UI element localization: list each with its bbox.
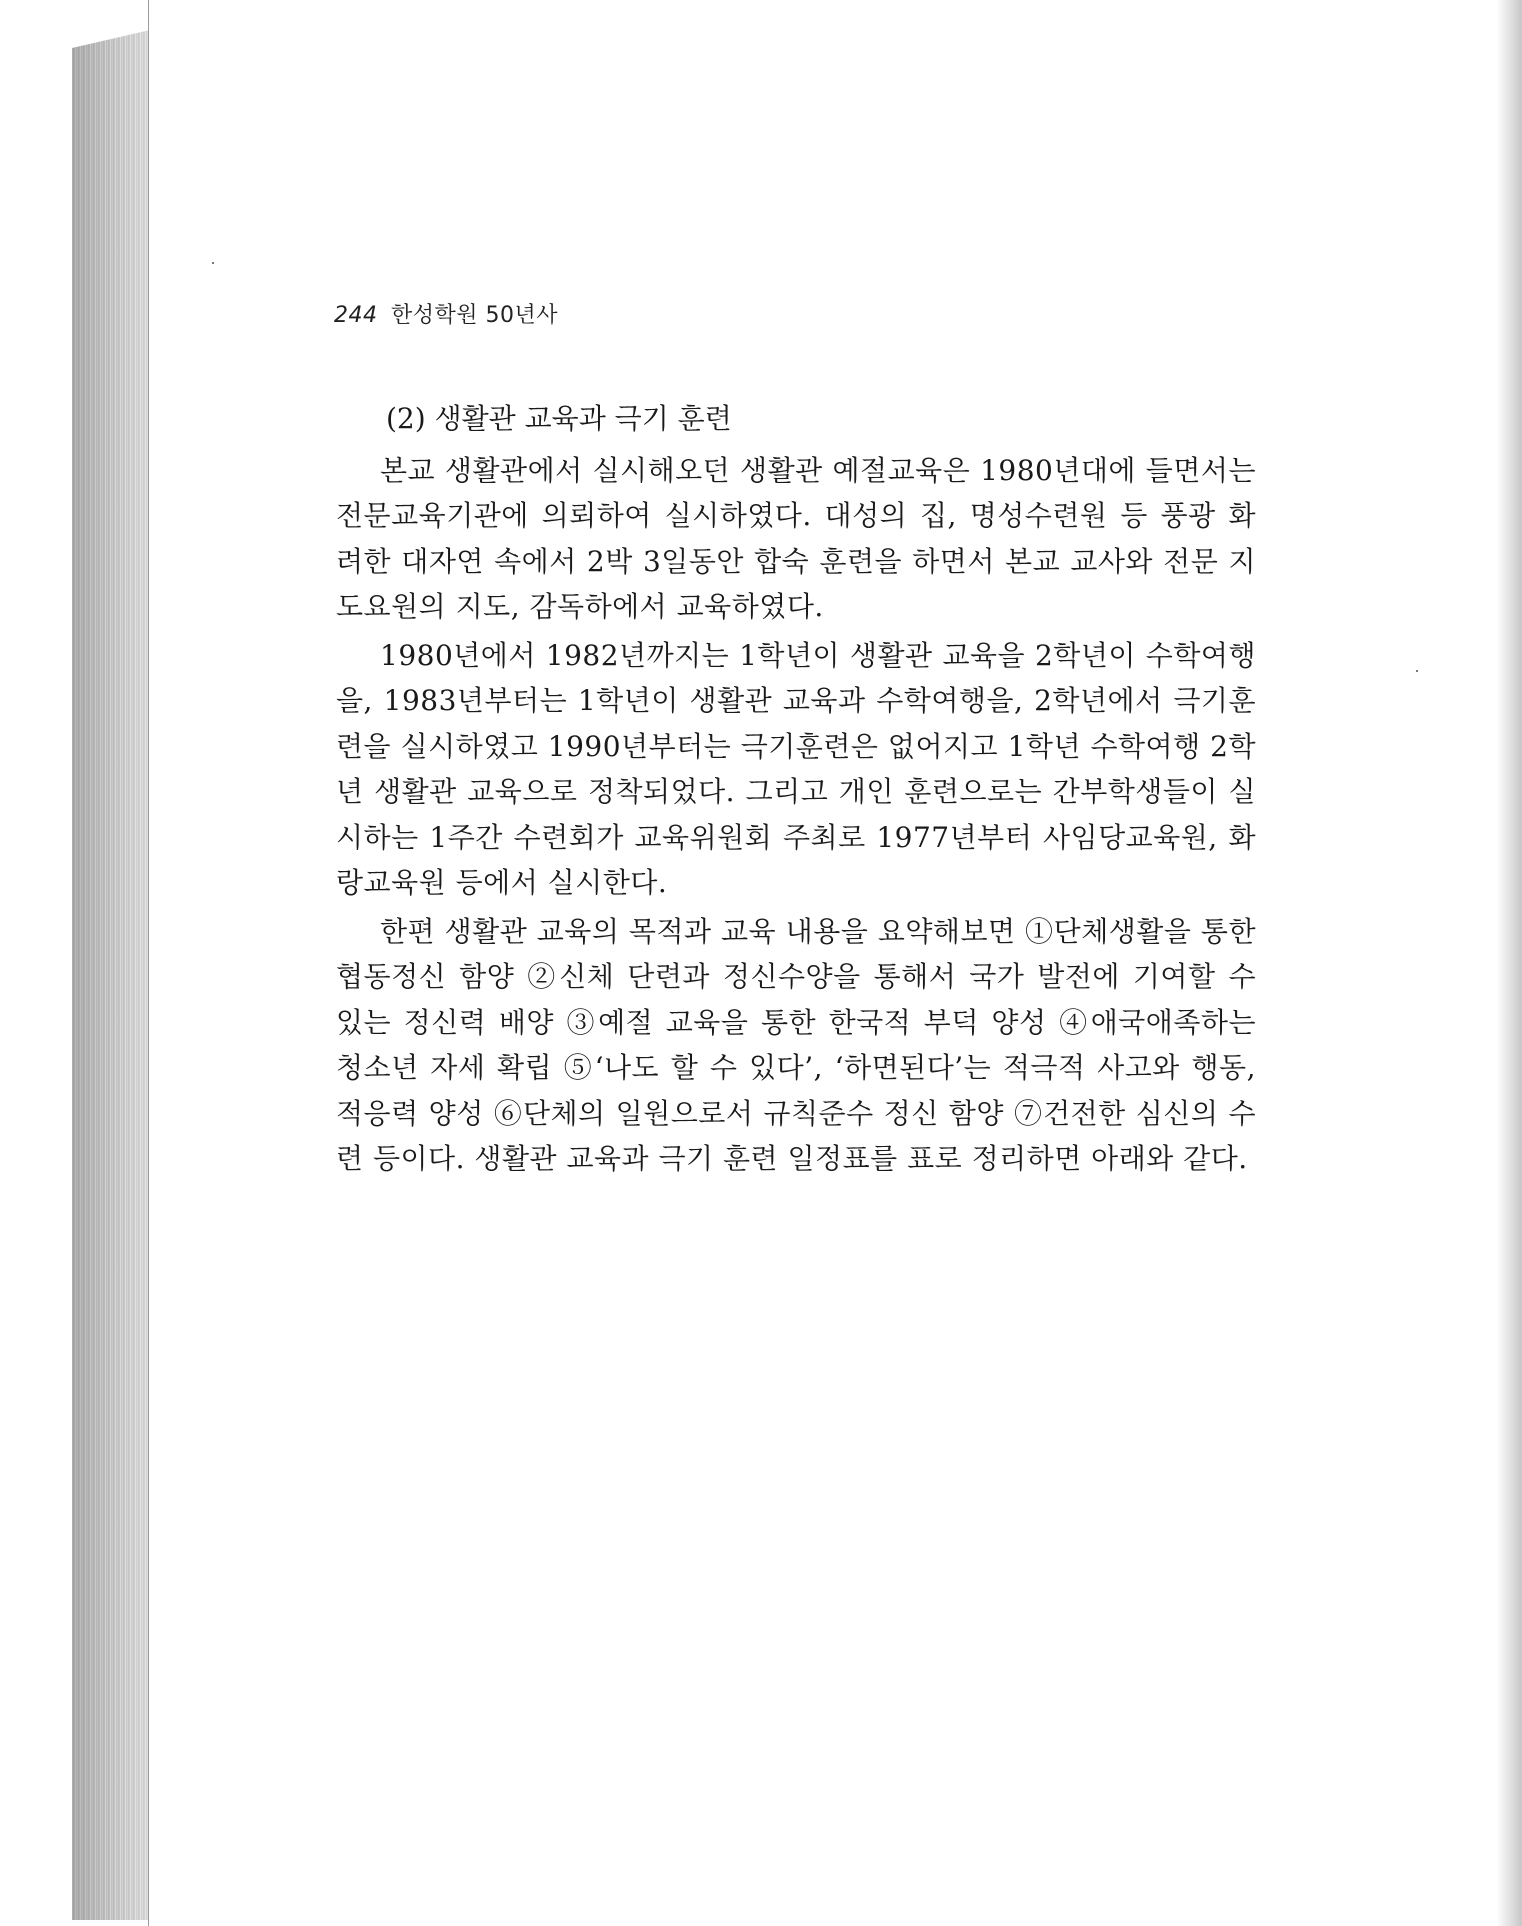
- book-title: 한성학원 50년사: [391, 303, 558, 328]
- paragraph: 1980년에서 1982년까지는 1학년이 생활관 교육을 2학년이 수학여행을, 1983년부터는 1학년이 생활관 교육과 수학여행을, 2학년에서 극기훈련을 실시하였고 1990년부터는 극기훈련은 없어지고 1학년 수학여행 2학년 생활관 교육으로 정착되었다. 그리고 개인 훈련으로는 간부학생들이 실시하는 1주간 수련회가 교육위원회 주최로 1977년부터 사임당교육원, 화랑교육원 등에서 실시한다.: [336, 638, 1256, 899]
- scan-speck: [1416, 670, 1418, 672]
- running-header: [334, 298, 558, 329]
- page-right-shadow: [1496, 0, 1522, 1926]
- paragraph: 한편 생활관 교육의 목적과 교육 내용을 요약해보면 ①단체생활을 통한 협동정신 함양 ②신체 단련과 정신수양을 통해서 국가 발전에 기여할 수 있는 정신력 배양 ③예절 교육을 통한 한국적 부덕 양성 ④애국애족하는 청소년 자세 확립 ⑤‘나도 할 수 있다’, ‘하면된다’는 적극적 사고와 행동, 적응력 양성 ⑥단체의 일원으로서 규칙준수 정신 함양 ⑦건전한 심신의 수련 등이다. 생활관 교육과 극기 훈련 일정표를 표로 정리하면 아래와 같다.: [336, 914, 1256, 1175]
- book-edge-shading: [72, 30, 152, 1920]
- scan-speck: [212, 262, 214, 264]
- paragraph: 본교 생활관에서 실시해오던 생활관 예절교육은 1980년대에 들면서는 전문교육기관에 의뢰하여 실시하였다. 대성의 집, 명성수련원 등 풍광 화려한 대자연 속에서 2박 3일동안 합숙 훈련을 하면서 본교 교사와 전문 지도요원의 지도, 감독하에서 교육하였다.: [336, 453, 1256, 623]
- page-number: 244: [334, 303, 378, 328]
- section-heading: (2) 생활관 교육과 극기 훈련: [386, 402, 732, 435]
- body-text: [336, 396, 1256, 1185]
